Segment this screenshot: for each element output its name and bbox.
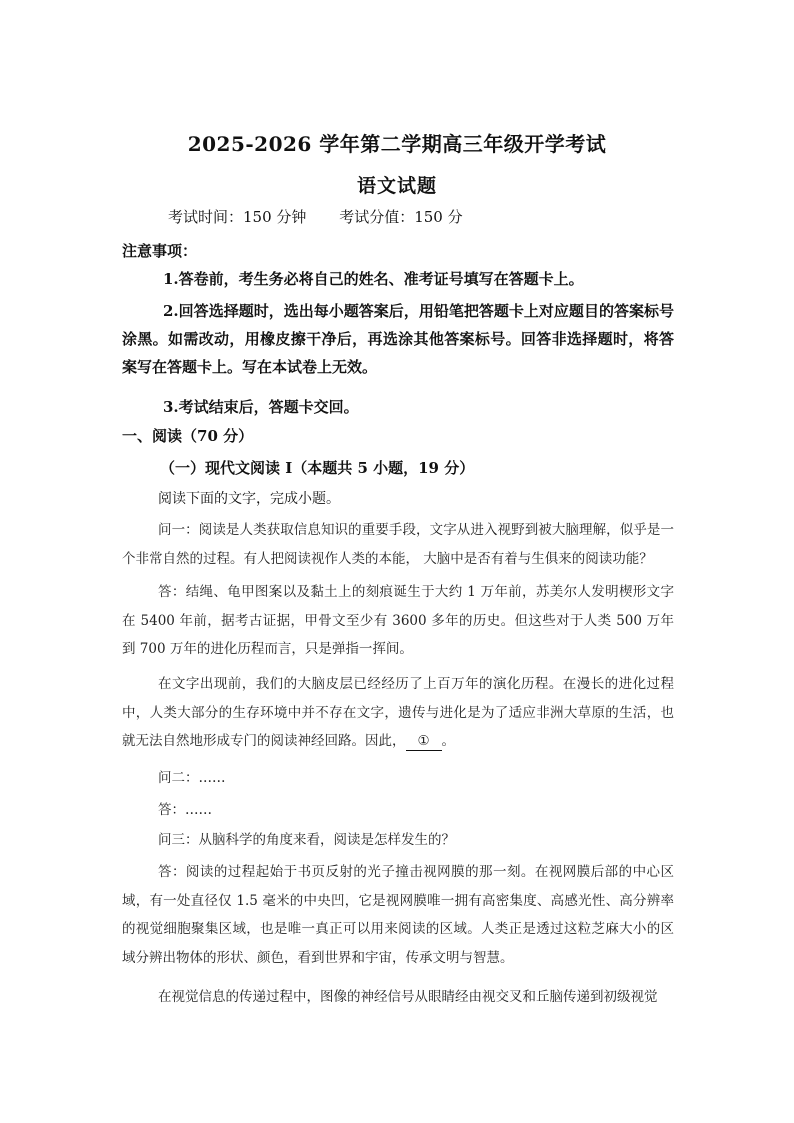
exam-info [168,206,463,227]
passage-paragraph [122,670,674,756]
note-item: 2.回答选择题时，选出每小题答案后，用铅笔把答题卡上对应题目的答案标号涂黑。如需改动，用橡皮擦干净后，再选涂其他答案标号。回答非选择题时，将答案写在答题卡上。写在本试卷上无效。 [122,302,674,376]
exam-title: 2025-2026 学年第二学期高三年级开学考试 [187,132,607,156]
passage-paragraph: 在视觉信息的传递过程中，图像的神经信号从眼睛经由视交叉和丘脑传递到初级视觉 [158,989,658,1005]
note-item: 3.考试结束后，答题卡交回。 [163,398,359,416]
section-heading: 一、阅读（70 分） [122,427,254,445]
exam-time: 考试时间：150 分钟 [168,208,307,226]
passage-text: 。 [441,733,455,749]
reading-instruction: 阅读下面的文字，完成小题。 [158,491,340,507]
passage-paragraph: 问三：从脑科学的角度来看，阅读是怎样发生的？ [158,832,455,848]
passage-paragraph: 答：…… [158,802,212,818]
exam-score: 考试分值：150 分 [339,208,463,226]
passage-text: 在文字出现前，我们的大脑皮层已经经历了上百万年的演化历程。在漫长的进化过程中，人类大部分的生存环境中并不存在文字，遗传与进化是为了适应非洲大草原的生活，也就无法自然地形成专门的阅读神经回路。因此， [122,676,674,749]
notes-heading: 注意事项： [122,242,198,260]
passage-paragraph: 问二：…… [158,770,226,786]
passage-paragraph: 答：阅读的过程起始于书页反射的光子撞击视网膜的那一刻。在视网膜后部的中心区域，有一处直径仅 1.5 毫米的中央凹，它是视网膜唯一拥有高密集度、高感光性、高分辨率的视觉细胞聚集区域，也是唯一真正可以用来阅读的区域。人类正是透过这粒芝麻大小的区域分辨出物体的形状、颜色，看到世界和宇宙，传承文明与智慧。 [122,864,674,966]
passage-paragraph: 答：结绳、龟甲图案以及黏土上的刻痕诞生于大约 1 万年前，苏美尔人发明楔形文字在 5400 年前，据考古证据，甲骨文至少有 3600 多年的历史。但这些对于人类 500 万年到 700 万年的进化历程而言，只是弹指一挥间。 [122,584,674,657]
note-item: 1.答卷前，考生务必将自己的姓名、准考证号填写在答题卡上。 [163,270,584,288]
subsection-heading: （一）现代文阅读 I（本题共 5 小题，19 分） [160,459,475,477]
passage-paragraph: 问一：阅读是人类获取信息知识的重要手段，文字从进入视野到被大脑理解，似乎是一个非常自然的过程。有人把阅读视作人类的本能， 大脑中是否有着与生俱来的阅读功能？ [122,522,674,567]
exam-subject: 语文试题 [356,175,437,197]
answer-blank: ① [406,732,442,751]
